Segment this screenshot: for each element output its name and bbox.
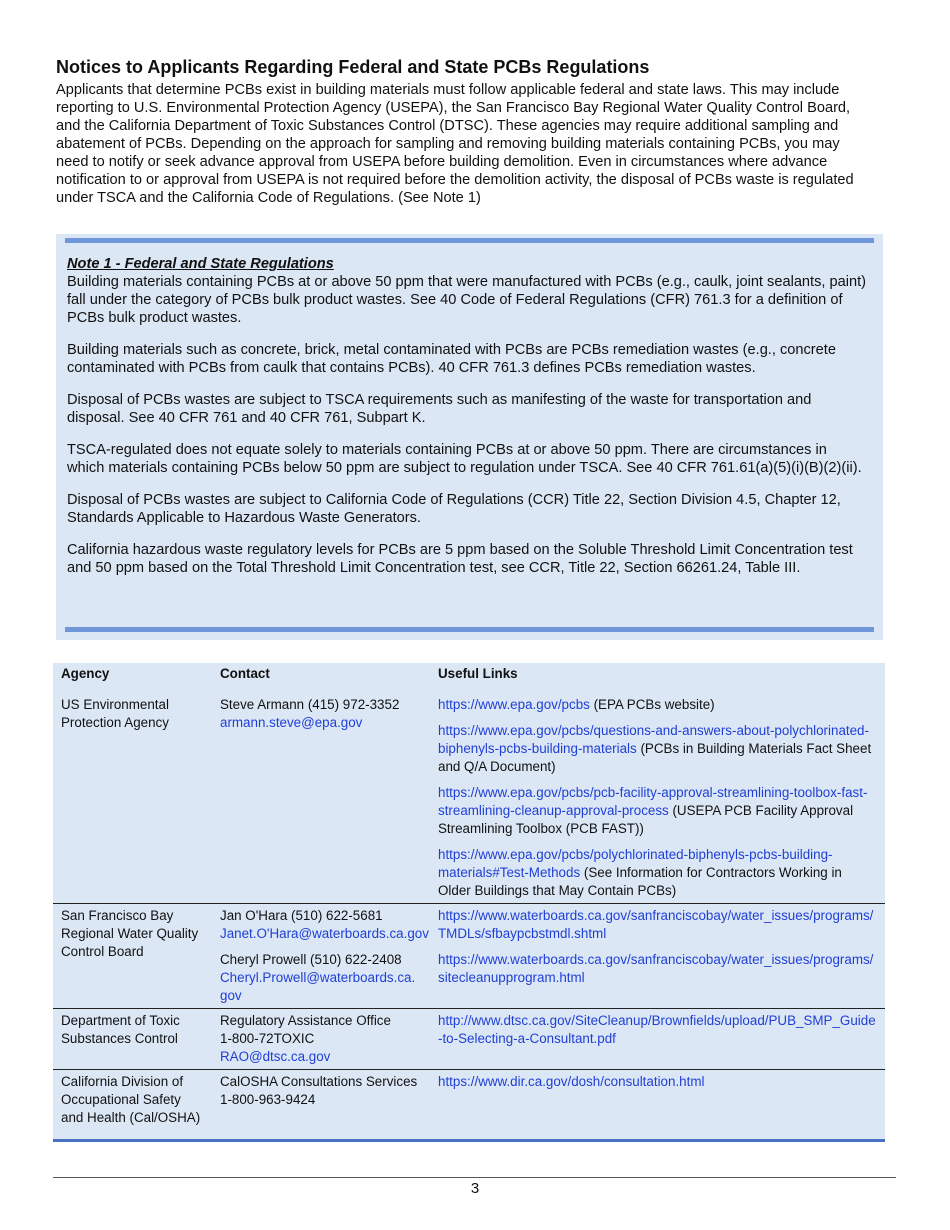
contact-entry	[220, 951, 422, 1005]
note-paragraph: California hazardous waste regulatory levels for PCBs are 5 ppm based on the Soluble Threshold Limit Concentration test and 50 ppm based on the Total Threshold Limit Concentration test, see CCR, Title 22, Section 66261.24, Table III.	[67, 542, 853, 576]
contact-name: Steve Armann (415) 972-3352	[220, 697, 400, 712]
contact-name: Jan O'Hara (510) 622-5681	[220, 908, 383, 923]
link-description: (EPA PCBs website)	[589, 697, 715, 712]
agency-cell: California Division of Occupational Safety and Health (Cal/OSHA)	[53, 1070, 212, 1141]
note-paragraph: Disposal of PCBs wastes are subject to TSCA requirements such as manifesting of the waste for transportation and disposal. See 40 CFR 761 and 40 CFR 761, Subpart K.	[67, 392, 812, 426]
contact-cell	[212, 693, 430, 904]
note-title: Note 1 - Federal and State Regulations	[67, 256, 334, 272]
note-paragraph: Building materials such as concrete, brick, metal contaminated with PCBs are PCBs remediation wastes (e.g., concrete contaminated with PCBs from caulk that contains PCBs). 40 CFR 761.3 defines PCBs remediation wastes.	[67, 342, 836, 376]
note-top-bar	[65, 238, 874, 243]
contact-phone: 1-800-72TOXIC	[220, 1031, 315, 1046]
agency-cell: US Environmental Protection Agency	[61, 697, 169, 730]
note-paragraph: Building materials containing PCBs at or above 50 ppm that were manufactured with PCBs (e.g., caulk, joint sealants, paint) fall under the category of PCBs bulk product wastes. See 40 Code of Federal Regulations (CFR) 761.3 for a definition of PCBs bulk product wastes.	[67, 274, 867, 326]
table-row	[53, 1009, 885, 1070]
useful-link[interactable]: https://www.dir.ca.gov/dosh/consultation.html	[438, 1074, 705, 1089]
links-cell	[430, 693, 885, 904]
link-entry	[438, 696, 877, 714]
links-cell	[430, 904, 885, 1009]
useful-link[interactable]: https://www.epa.gov/pcbs/questions-and-answers-about-polychlorinated-biphenyls-pcbs-building-materials	[438, 723, 869, 756]
useful-link[interactable]: https://www.waterboards.ca.gov/sanfranciscobay/water_issues/programs/TMDLs/sfbaypcbstmdl.shtml	[438, 908, 874, 941]
note-content	[67, 256, 867, 591]
note-1-box	[56, 234, 883, 640]
agency-cell: Department of Toxic Substances Control	[53, 1009, 212, 1070]
contact-email-link[interactable]: Cheryl.Prowell@waterboards.ca.gov	[220, 970, 416, 1003]
contact-email-link[interactable]: Janet.O'Hara@waterboards.ca.gov	[220, 926, 429, 941]
useful-link[interactable]: http://www.dtsc.ca.gov/SiteCleanup/Brownfields/upload/PUB_SMP_Guide-to-Selecting-a-Consultant.pdf	[438, 1013, 876, 1046]
links-column-header: Useful Links	[438, 666, 518, 681]
page-number: 3	[470, 1180, 480, 1197]
links-cell	[430, 1070, 885, 1141]
contact-name: Cheryl Prowell (510) 622-2408	[220, 952, 402, 967]
note-paragraph: TSCA-regulated does not equate solely to materials containing PCBs at or above 50 ppm. There are circumstances in which materials containing PCBs below 50 ppm are subject to regulation under TSCA. See 40 CFR 761.61(a)(5)(i)(B)(2)(ii).	[67, 442, 862, 476]
note-bottom-bar	[65, 627, 874, 632]
useful-link[interactable]: https://www.epa.gov/pcbs/pcb-facility-approval-streamlining-toolbox-fast-streamlining-cleanup-approval-process	[438, 785, 868, 818]
agency-column-header: Agency	[61, 666, 110, 681]
intro-paragraph: Applicants that determine PCBs exist in building materials must follow applicable federal and state laws. This may include reporting to U.S. Environmental Protection Agency (USEPA), the San Francisco Bay Regional Water Quality Control Board, and the California Department of Toxic Substances Control (DTSC). These agencies may require additional sampling and abatement of PCBs. Depending on the approach for sampling and removing building materials containing PCBs, you may need to notify or seek advance approval from USEPA before building demolition. Even in circumstances where advance notification to or approval from USEPA is not required before the demolition activity, the disposal of PCBs waste is regulated under TSCA and the California Code of Regulations. (See Note 1)	[56, 82, 854, 206]
contact-phone: 1-800-963-9424	[220, 1092, 316, 1107]
agency-contacts-table	[53, 663, 885, 1142]
useful-link[interactable]: https://www.epa.gov/pcbs	[438, 697, 590, 712]
link-entry	[438, 722, 877, 776]
link-description: (PCBs in Building Materials Fact Sheet and Q/A Document)	[438, 741, 872, 774]
useful-link[interactable]: https://www.epa.gov/pcbs/polychlorinated-biphenyls-pcbs-building-materials#Test-Methods	[438, 847, 833, 880]
contact-cell	[212, 1009, 430, 1070]
useful-link[interactable]: https://www.waterboards.ca.gov/sanfranciscobay/water_issues/programs/sitecleanupprogram.html	[438, 952, 874, 985]
contact-name: CalOSHA Consultations Services	[220, 1074, 418, 1089]
link-description: (USEPA PCB Facility Approval Streamlining Toolbox (PCB FAST))	[438, 803, 854, 836]
contact-entry	[220, 907, 429, 943]
contact-cell	[212, 1070, 430, 1141]
contact-column-header: Contact	[220, 666, 270, 681]
contact-name: Regulatory Assistance Office	[220, 1013, 391, 1028]
note-paragraph: Disposal of PCBs wastes are subject to California Code of Regulations (CCR) Title 22, Section Division 4.5, Chapter 12, Standards Applicable to Hazardous Waste Generators.	[67, 492, 841, 526]
contact-email-link[interactable]: RAO@dtsc.ca.gov	[220, 1049, 331, 1064]
table-header-row	[53, 663, 885, 693]
table-row	[53, 904, 885, 1009]
contact-email-link[interactable]: armann.steve@epa.gov	[220, 715, 363, 730]
link-description: (See Information for Contractors Working in Older Buildings that May Contain PCBs)	[438, 865, 842, 898]
contact-cell	[212, 904, 430, 1009]
table-row	[53, 693, 885, 904]
page-heading: Notices to Applicants Regarding Federal and State PCBs Regulations	[56, 57, 650, 77]
agency-cell: San Francisco Bay Regional Water Quality Control Board	[53, 904, 212, 1009]
links-cell	[430, 1009, 885, 1070]
link-entry	[438, 784, 877, 838]
link-entry	[438, 846, 877, 900]
footer-divider	[53, 1177, 896, 1178]
table-row	[53, 1070, 885, 1141]
